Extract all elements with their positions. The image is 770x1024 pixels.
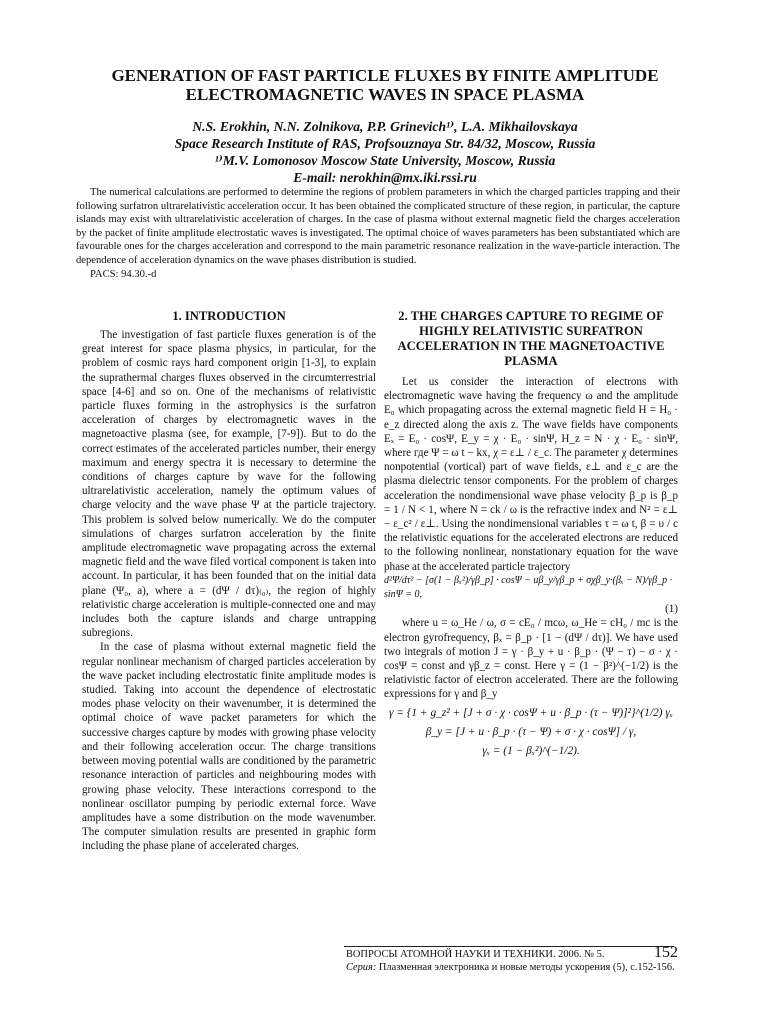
affiliation-2: ¹⁾M.V. Lomonosov Moscow State University, Moscow, Russia: [214, 153, 556, 168]
intro-paragraph-2: In the case of plasma without external magnetic field the regular nonlinear mechanism of charged particles acceleration by the wave packet including electrostatic finite amplitude modes is studied. Taking into account the dependence of electrostatic modes phase velocity on their wavenumber, it is determined the optimal choice of wave packet parameters for which the successive charges capture by modes with growing phase velocity and their following acceleration occur. The charge transitions between moving potential walls are conditioned by the parametric resonance interaction of particles and neighbouring modes with growing phase velocity. These interactions correspond to the nonlinear oscillator pumping by periodic external force. Wave amplitudes have a some distribution on the mode wavenumber. The computer simulation results are presented in graphic form including the phase plane of accelerated charges.: [82, 641, 376, 853]
paper-title: [60, 66, 710, 104]
equation-1-number: (1): [665, 603, 678, 616]
footer-rule: [344, 946, 674, 947]
intro-paragraph-1: The investigation of fast particle fluxes generation is of the great interest for space plasma physics, in particular, for the problem of cosmic rays hard component origin [1-3], to explain the suprathermal charges fluxes observed in the circumterrestrial space [4-6] and so on. One of the mechanisms of relativistic particle fluxes forming in the astrophysics is the surfatron acceleration of charges by electromagnetic waves in the magnetoactive plasma (see, for example, [7-9]). But to do the correct estimates of the accelerated particles number, their energy maximum and energy spectra it is necessary to determine the conditions of charges capture by wave for the following ultrarelativistic acceleration, namely the optimum values of charge velocity and the wave phase Ψ at the particle trajectory. This problem is solved below numerically. We do the computer simulations of charges surfatron acceleration by the finite amplitude electromagnetic wave propagating across the external magnetic field and the wave filed vortical component is taken into account. In particular, it has been founded that on the initial data plane (Ψ₀, a), where a = (dΨ / dτ)₍₀₎, the region of highly relativistic charge acceleration is multiple-connected one and may includes both the capture islands and charge untrapping subregions.: [82, 329, 376, 640]
equation-1: d²Ψ/dτ² − [σ(1 − βₓ²)/γβ_p] · cosΨ − uβ_y/γβ_p + σχβ_y·(βₓ − N)/γβ_p · sinΨ = 0,: [384, 574, 673, 601]
equation-gamma-x: γₓ = (1 − βₓ²)^(−1/2).: [482, 744, 580, 757]
left-column: [82, 309, 376, 854]
title-line-2: ELECTROMAGNETIC WAVES IN SPACE PLASMA: [185, 85, 585, 104]
footer-series: [346, 961, 675, 974]
equation-1-row: [384, 574, 678, 602]
abstract-text: The numerical calculations are performed to determine the regions of problem parameters in which the charged particles trapping and their following surfatron ultrarelativistic acceleration occur. It has been obtained the complicated structure of these region, in particular, the capture islands may exist with ultrarelativistic acceleration of charges. In the case of plasma without external magnetic field the charges acceleration by the packet of finite amplitude electrostatic waves is investigated. The optimal choice of waves parameters has been substantiated which are favourable ones for the charges acceleration and correspond to the main parametric resonance realization in the wave-particle interaction. The dependence of acceleration dynamics on the wave phases distribution is studied.: [76, 187, 680, 266]
title-line-1: GENERATION OF FAST PARTICLE FLUXES BY FINITE AMPLITUDE: [111, 66, 659, 85]
section-heading-introduction: 1. INTRODUCTION: [172, 309, 286, 323]
equation-gamma: γ = {1 + g_z² + [J + σ · χ · cosΨ + u · β_p · (τ − Ψ)]²}^(1/2) γₓ: [388, 706, 674, 719]
author-block: [80, 118, 690, 186]
footer-journal: ВОПРОСЫ АТОМНОЙ НАУКИ И ТЕХНИКИ. 2006. № 5.: [346, 949, 605, 960]
section2-paragraph-2: where u = ω_He / ω, σ = cE₀ / mcω, ω_He = cH₀ / mc is the electron gyrofrequency, βₓ = β_p · [1 − (dΨ / dτ)]. We have used two integrals of motion J = γ · β_y + u · β_p · (Ψ − τ) − σ · χ · cosΨ = const and γβ_z = const. Here γ = (1 − β²)^(−1/2) is the relativistic factor of electron accelerated. There are the following expressions for γ and β_y: [384, 617, 678, 701]
abstract: [76, 186, 680, 281]
section-heading-charges-capture: 2. THE CHARGES CAPTURE TO REGIME OF HIGHLY RELATIVISTIC SURFATRON ACCELERATION IN THE MAGNETOACTIVE PLASMA: [397, 309, 665, 368]
email: E-mail: nerokhin@mx.iki.rssi.ru: [293, 170, 477, 185]
section2-paragraph-1: Let us consider the interaction of electrons with electromagnetic wave having the frequency ω and the amplitude E₀ which propagating across the external magnetic field H = H₀ · e_z directed along the axis z. The wave fields have components Eₓ = E₀ · cosΨ, E_y = χ · E₀ · sinΨ, H_z = N · χ · E₀ · sinΨ, where где Ψ = ω t − kx, χ = ε⊥ / ε_c. The parameter χ determines nonpotential (vortical) part of wave fields, ε⊥ and ε_c are the plasma dielectric tensor components. For the problem of charges acceleration the nondimensional wave phase velocity β_p is β_p = 1 / N < 1, where N = ck / ω is the refractive index and N² = ε⊥ − ε_c² / ε⊥. Using the nondimensional variables τ = ω t, β = υ / c the relativistic equations for the accelerated electrons are reduced to the following nonlinear, nonstationary equation for the wave phase at the accelerated particle trajectory: [384, 376, 678, 573]
affiliation-1: Space Research Institute of RAS, Profsouznaya Str. 84/32, Moscow, Russia: [174, 136, 596, 151]
footer-series-text: Плазменная электроника и новые методы ускорения (5), с.152-156.: [378, 962, 675, 973]
page-number: 152: [654, 944, 678, 961]
pacs-code: PACS: 94.30.-d: [90, 268, 157, 280]
equation-beta-y: β_y = [J + u · β_p · (τ − Ψ) + σ · χ · cosΨ] / γ,: [425, 725, 637, 738]
authors: N.S. Erokhin, N.N. Zolnikova, P.P. Grinevich¹⁾, L.A. Mikhailovskaya: [192, 119, 578, 134]
right-column: [384, 309, 678, 763]
footer-series-label: Серия:: [346, 962, 377, 973]
